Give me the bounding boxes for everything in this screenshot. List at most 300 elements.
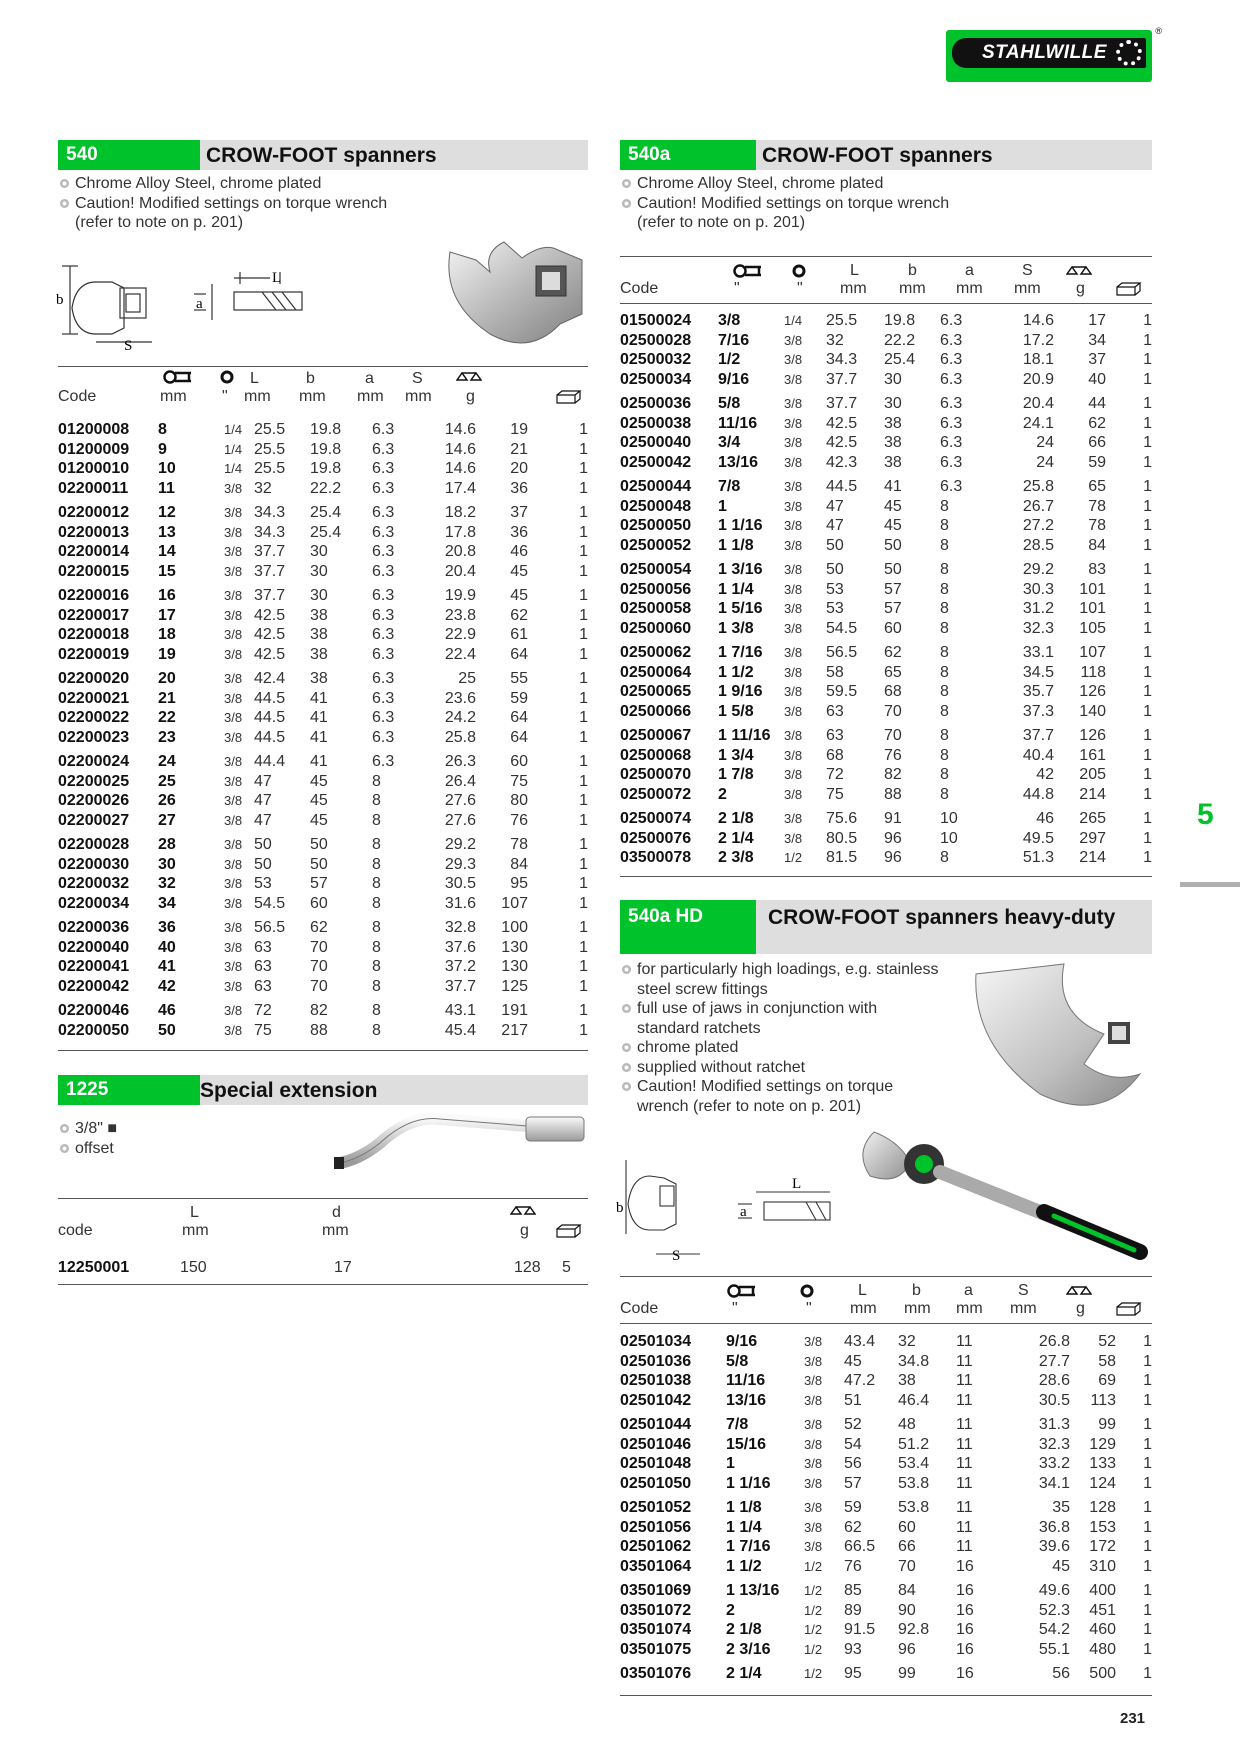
cell-qty: 1 [1143,561,1152,578]
cell-drive: 3/8 [224,505,243,520]
col-size-unit: " [734,280,740,297]
cell-size: 15/16 [726,1435,767,1453]
cell-code: 02200032 [58,875,130,892]
cell-drive: 1/2 [804,1558,823,1574]
cell-code: 02500076 [620,829,692,847]
cell-code: 02501042 [620,1391,692,1409]
cell-l: 93 [844,1640,862,1658]
cell-size: 1/2 [718,351,741,368]
table-row [58,1021,588,1041]
feature-item: 3/8" ■ [58,1119,588,1139]
cell-b: 25.4 [310,523,342,541]
section-title: CROW-FOOT spanners heavy-duty [768,906,1116,929]
cell-size: 1 9/16 [718,683,763,700]
cell-weight: 297 [1079,829,1106,847]
cell-weight: 76 [510,811,528,829]
cell-drive: 1/2 [784,850,803,865]
cell-a: 8 [940,766,949,783]
cell-s: 27.7 [1038,1352,1070,1370]
cell-b: 19.8 [310,440,342,458]
cell-weight: 118 [1080,663,1106,681]
cell-a: 6.3 [940,370,963,388]
cell-a: 8 [940,600,949,617]
cell-size: 3/8 [718,312,741,329]
feature-item: (refer to note on p. 201) [637,214,806,231]
cell-l: 63 [254,977,272,995]
cell-l: 25.5 [826,312,858,329]
cell-b: 88 [310,1021,328,1039]
feature-item: steel screw fittings [637,980,768,998]
cell-qty: 1 [1143,478,1152,495]
cell-b: 38 [310,626,328,643]
cell-s: 37.7 [1022,727,1054,744]
cell-code: 03501075 [620,1640,692,1658]
col-s-label: S [1018,1282,1029,1299]
cell-s: 40.4 [1022,746,1054,764]
cell-size: 22 [158,709,176,726]
cell-a: 8 [940,746,949,764]
section-title: CROW-FOOT spanners [762,144,993,167]
cell-l: 47.2 [844,1372,876,1389]
cell-qty: 1 [579,689,588,707]
open-end-spanner-icon [727,1284,757,1298]
table-header-1225 [58,1204,588,1244]
cell-weight: 101 [1079,600,1106,617]
cell-code: 02500042 [620,453,692,471]
cell-weight: 19 [510,421,528,438]
table-row [58,542,588,562]
cell-weight: 34 [1088,331,1106,349]
cell-weight: 214 [1079,849,1106,866]
cell-l: 32 [254,479,272,497]
cell-code: 02500032 [620,351,692,368]
cell-l: 150 [180,1259,207,1276]
cell-s: 37.2 [444,958,476,975]
cell-l: 34.3 [826,351,858,368]
cell-a: 6.3 [372,460,395,477]
table-row [58,562,588,582]
cell-b: 70 [310,958,328,975]
cell-code: 02500074 [620,810,692,827]
cell-size: 5/8 [718,395,741,412]
table-header-540 [58,370,588,410]
cell-b: 45 [310,811,328,829]
cell-code: 02501038 [620,1372,692,1389]
cell-weight: 205 [1079,766,1106,783]
cell-code: 02200015 [58,562,130,580]
table-row [620,765,1152,785]
cell-s: 25.8 [1022,478,1054,495]
col-l-label: L [250,370,259,387]
cell-a: 8 [940,561,949,578]
cell-code: 03500078 [620,849,692,866]
cell-size: 1 1/2 [718,663,754,681]
cell-s: 32.8 [444,919,476,936]
cell-l: 89 [844,1601,862,1619]
cell-weight: 80 [510,792,528,809]
col-code-label: Code [620,1300,659,1317]
cell-s: 28.6 [1038,1372,1070,1389]
table-row [620,1537,1152,1557]
cell-s: 25 [458,670,476,687]
cell-size: 2 1/4 [718,829,754,847]
cell-drive: 3/8 [224,1022,243,1038]
cell-b: 60 [310,894,328,912]
cell-weight: 500 [1089,1665,1116,1682]
cell-s: 44.8 [1022,785,1054,803]
crow-foot-spanner-photo [440,232,590,350]
cell-code: 02500056 [620,580,692,598]
cell-s: 26.3 [444,753,476,770]
cell-qty: 1 [579,460,588,477]
cell-s: 35 [1052,1499,1070,1516]
cell-b: 38 [884,414,902,432]
cell-weight: 107 [1079,644,1106,661]
cell-size: 13/16 [718,453,759,471]
cell-l: 47 [826,517,844,534]
cell-drive: 3/8 [784,811,803,826]
section-number: 1225 [58,1075,200,1105]
cell-size: 1 1/2 [726,1557,762,1575]
cell-code: 02501044 [620,1416,692,1433]
cell-code: 02500028 [620,331,692,349]
cell-qty: 1 [1143,702,1152,720]
cell-b: 41 [310,728,328,746]
cell-weight: 100 [501,919,528,936]
table-row [58,830,588,855]
col-drive-unit: " [797,280,803,297]
cell-s: 33.2 [1038,1455,1070,1472]
cell-l: 25.5 [254,460,286,477]
table-header-rule [620,1323,1152,1324]
col-d-label: d [332,1204,341,1221]
table-row [58,747,588,772]
cell-a: 6.3 [940,434,963,451]
cell-s: 17.4 [444,479,476,497]
col-a-unit: mm [357,388,384,405]
cell-b: 46.4 [898,1391,930,1409]
cell-a: 8 [372,811,381,829]
cell-b: 70 [884,702,902,720]
cell-b: 57 [310,875,328,892]
cell-s: 30.5 [1038,1391,1070,1409]
cell-drive: 1/2 [804,1641,823,1657]
cell-weight: 78 [510,836,528,853]
cell-a: 6.3 [372,587,395,604]
col-l-unit: mm [840,280,867,297]
chapter-tab-bar [1180,882,1240,887]
cell-code: 02501050 [620,1474,692,1492]
cell-s: 36.8 [1038,1518,1070,1536]
cell-l: 53 [826,600,844,617]
cell-a: 6.3 [940,395,963,412]
cell-size: 5/8 [726,1352,749,1370]
cell-size: 14 [158,543,176,560]
cell-b: 38 [310,670,328,687]
cell-qty: 1 [1143,1474,1152,1492]
cell-code: 02200027 [58,811,130,829]
cell-s: 51.3 [1022,849,1054,866]
cell-size: 27 [158,811,176,829]
cell-weight: 62 [1088,414,1106,432]
cell-b: 30 [310,562,328,580]
table-row [58,728,588,748]
cell-a: 10 [940,829,958,847]
cell-code: 02501048 [620,1455,692,1472]
cell-a: 16 [956,1557,974,1575]
cell-weight: 101 [1079,580,1106,598]
table-row [620,1332,1152,1352]
cell-code: 02500044 [620,478,692,495]
cell-s: 37.6 [444,938,476,956]
table-row [620,536,1152,556]
col-l-unit: mm [182,1222,209,1239]
cell-a: 6.3 [940,351,963,368]
cell-b: 96 [884,829,902,847]
cell-b: 50 [310,836,328,853]
cell-drive: 3/8 [784,435,803,450]
cell-s: 29.2 [1022,561,1054,578]
cell-qty: 1 [1143,1391,1152,1409]
cell-size: 25 [158,772,176,790]
table-row [620,311,1152,331]
cell-size: 2 [718,785,727,803]
cell-drive: 3/8 [224,959,243,974]
cell-b: 60 [898,1518,916,1536]
cell-s: 17.2 [1022,331,1054,349]
package-quantity-icon [1116,282,1142,296]
cell-b: 70 [310,938,328,956]
offset-extension-photo [330,1105,590,1175]
cell-qty: 1 [579,875,588,892]
cell-a: 11 [956,1352,973,1370]
cell-s: 56 [1052,1665,1070,1682]
cell-drive: 3/8 [224,524,243,540]
col-b-unit: mm [299,388,326,405]
cell-drive: 3/8 [784,786,803,802]
cell-drive: 3/8 [784,396,803,411]
table-top-rule [620,1276,1152,1277]
cell-qty: 1 [1143,331,1152,349]
cell-code: 02200023 [58,728,130,746]
cell-code: 02200011 [58,479,129,497]
table-row [620,1640,1152,1660]
cell-l: 95 [844,1665,862,1682]
table-row [58,996,588,1021]
cell-l: 76 [844,1557,862,1575]
cell-a: 16 [956,1582,974,1599]
page-number: 231 [1120,1710,1146,1727]
cell-s: 18.1 [1022,351,1054,368]
cell-s: 20.8 [444,543,476,560]
cell-qty: 1 [1143,1416,1152,1433]
cell-s: 27.6 [444,792,476,809]
cell-qty: 1 [1143,663,1152,681]
table-row [620,453,1152,473]
cell-qty: 1 [579,772,588,790]
cell-a: 10 [940,810,958,827]
table-row [58,855,588,875]
table-row [620,1454,1152,1474]
cell-code: 02200019 [58,645,130,663]
cell-size: 9/16 [718,370,750,388]
table-row [620,663,1152,683]
feature-item: supplied without ratchet [620,1058,1152,1078]
cell-code: 02500034 [620,370,692,388]
cell-l: 57 [844,1474,862,1492]
cell-l: 32 [826,331,844,349]
cell-l: 34.3 [254,523,286,541]
cell-size: 2 1/8 [718,810,754,827]
cell-size: 1 7/8 [718,766,754,783]
cell-drive: 3/8 [224,544,243,559]
cell-weight: 36 [510,479,528,497]
cell-l: 37.7 [826,370,858,388]
cell-a: 6.3 [372,562,395,580]
table-row [58,606,588,626]
package-quantity-icon [1116,1302,1142,1316]
cell-weight: 52 [1098,1333,1116,1350]
cell-weight: 128 [514,1259,541,1276]
cell-code: 02200016 [58,587,130,604]
cell-qty: 1 [1143,580,1152,598]
section-number: 540a [620,140,756,170]
cell-size: 1 11/16 [718,727,771,744]
cell-code: 02200014 [58,543,130,560]
cell-b: 45 [310,772,328,790]
cell-size: 3/4 [718,434,741,451]
cell-size: 11/16 [718,414,758,432]
cell-code: 02501036 [620,1352,692,1370]
cell-qty: 1 [1143,644,1152,661]
cell-size: 2 3/16 [726,1640,771,1658]
cell-size: 2 3/8 [718,849,754,866]
cell-qty: 1 [1143,434,1152,451]
cell-qty: 1 [579,709,588,726]
cell-s: 30.5 [444,875,476,892]
cell-drive: 3/8 [224,876,243,891]
cell-a: 11 [956,1455,973,1472]
cell-a: 6.3 [372,728,395,746]
cell-s: 24 [1036,453,1054,471]
cell-s: 32.3 [1038,1435,1070,1453]
cell-s: 30.3 [1022,580,1054,598]
cell-size: 1 1/16 [718,517,763,534]
cell-l: 53 [826,580,844,598]
table-bottom-rule [620,1695,1152,1696]
cell-b: 41 [310,689,328,707]
cell-qty: 1 [579,855,588,873]
cell-l: 75.6 [826,810,858,827]
package-quantity-icon [556,1224,582,1238]
cell-code: 02500066 [620,702,692,720]
cell-b: 70 [898,1557,916,1575]
cell-b: 50 [310,855,328,873]
cell-weight: 161 [1079,746,1106,764]
cell-qty: 1 [1143,600,1152,617]
cell-qty: 1 [1143,536,1152,554]
cell-l: 56.5 [826,644,858,661]
cell-s: 46 [1036,810,1054,827]
table-row [620,1391,1152,1411]
table-row [620,555,1152,580]
cell-code: 02500060 [620,619,692,637]
cell-weight: 37 [1088,351,1106,368]
cell-code: 12250001 [58,1259,130,1276]
cell-l: 37.7 [254,562,286,580]
table-row [620,389,1152,414]
cell-size: 50 [158,1021,176,1039]
cell-b: 38 [884,453,902,471]
table-row [58,498,588,523]
feature-item: for particularly high loadings, e.g. stainless [620,960,1152,980]
cell-weight: 214 [1079,785,1106,803]
table-row [58,420,588,440]
cell-qty: 1 [1143,414,1152,432]
cell-l: 54 [844,1435,862,1453]
table-row [58,957,588,977]
cell-a: 11 [956,1538,973,1555]
cell-b: 57 [884,580,902,598]
cell-a: 8 [372,958,381,975]
cell-drive: 1/2 [804,1583,823,1598]
cell-a: 8 [940,663,949,681]
cell-weight: 172 [1089,1538,1116,1555]
cell-qty: 1 [1143,810,1152,827]
cell-drive: 3/8 [224,773,243,789]
cell-size: 2 1/4 [726,1665,762,1682]
col-b-label: b [306,370,315,387]
cell-drive: 3/8 [804,1334,823,1349]
cell-weight: 55 [510,670,528,687]
cell-weight: 105 [1079,619,1106,637]
cell-l: 51 [844,1391,862,1409]
cell-code: 02500038 [620,414,692,432]
cell-s: 33.1 [1022,644,1054,661]
section-header [620,140,1152,170]
cell-weight: 46 [510,543,528,560]
col-drive-unit: " [806,1300,812,1317]
table-row [620,1601,1152,1621]
cell-drive: 1/2 [804,1666,823,1681]
cell-s: 19.9 [444,587,476,604]
section-title: CROW-FOOT spanners [206,144,437,167]
cell-weight: 130 [501,938,528,956]
cell-drive: 3/8 [224,480,243,496]
cell-code: 02200018 [58,626,130,643]
cell-size: 1 3/16 [718,561,763,578]
feature-item: standard ratchets [637,1019,761,1037]
cell-code: 02500072 [620,785,692,803]
cell-drive: 3/8 [804,1456,823,1471]
cell-a: 8 [940,497,949,515]
cell-code: 02501062 [620,1538,692,1555]
cell-a: 6.3 [372,421,395,438]
cell-drive: 3/8 [784,830,803,846]
table-bottom-rule [58,1284,588,1285]
cell-weight: 36 [510,523,528,541]
cell-b: 48 [898,1416,916,1433]
cell-s: 31.6 [444,894,476,912]
cell-l: 81.5 [826,849,858,866]
cell-weight: 133 [1089,1455,1116,1472]
cell-s: 29.2 [444,836,476,853]
feature-item: Caution! Modified settings on torque wrench [620,194,1152,214]
cell-s: 24.1 [1022,414,1054,432]
cell-b: 45 [884,517,902,534]
cell-drive: 1/4 [784,313,803,328]
cell-qty: 1 [1143,312,1152,329]
